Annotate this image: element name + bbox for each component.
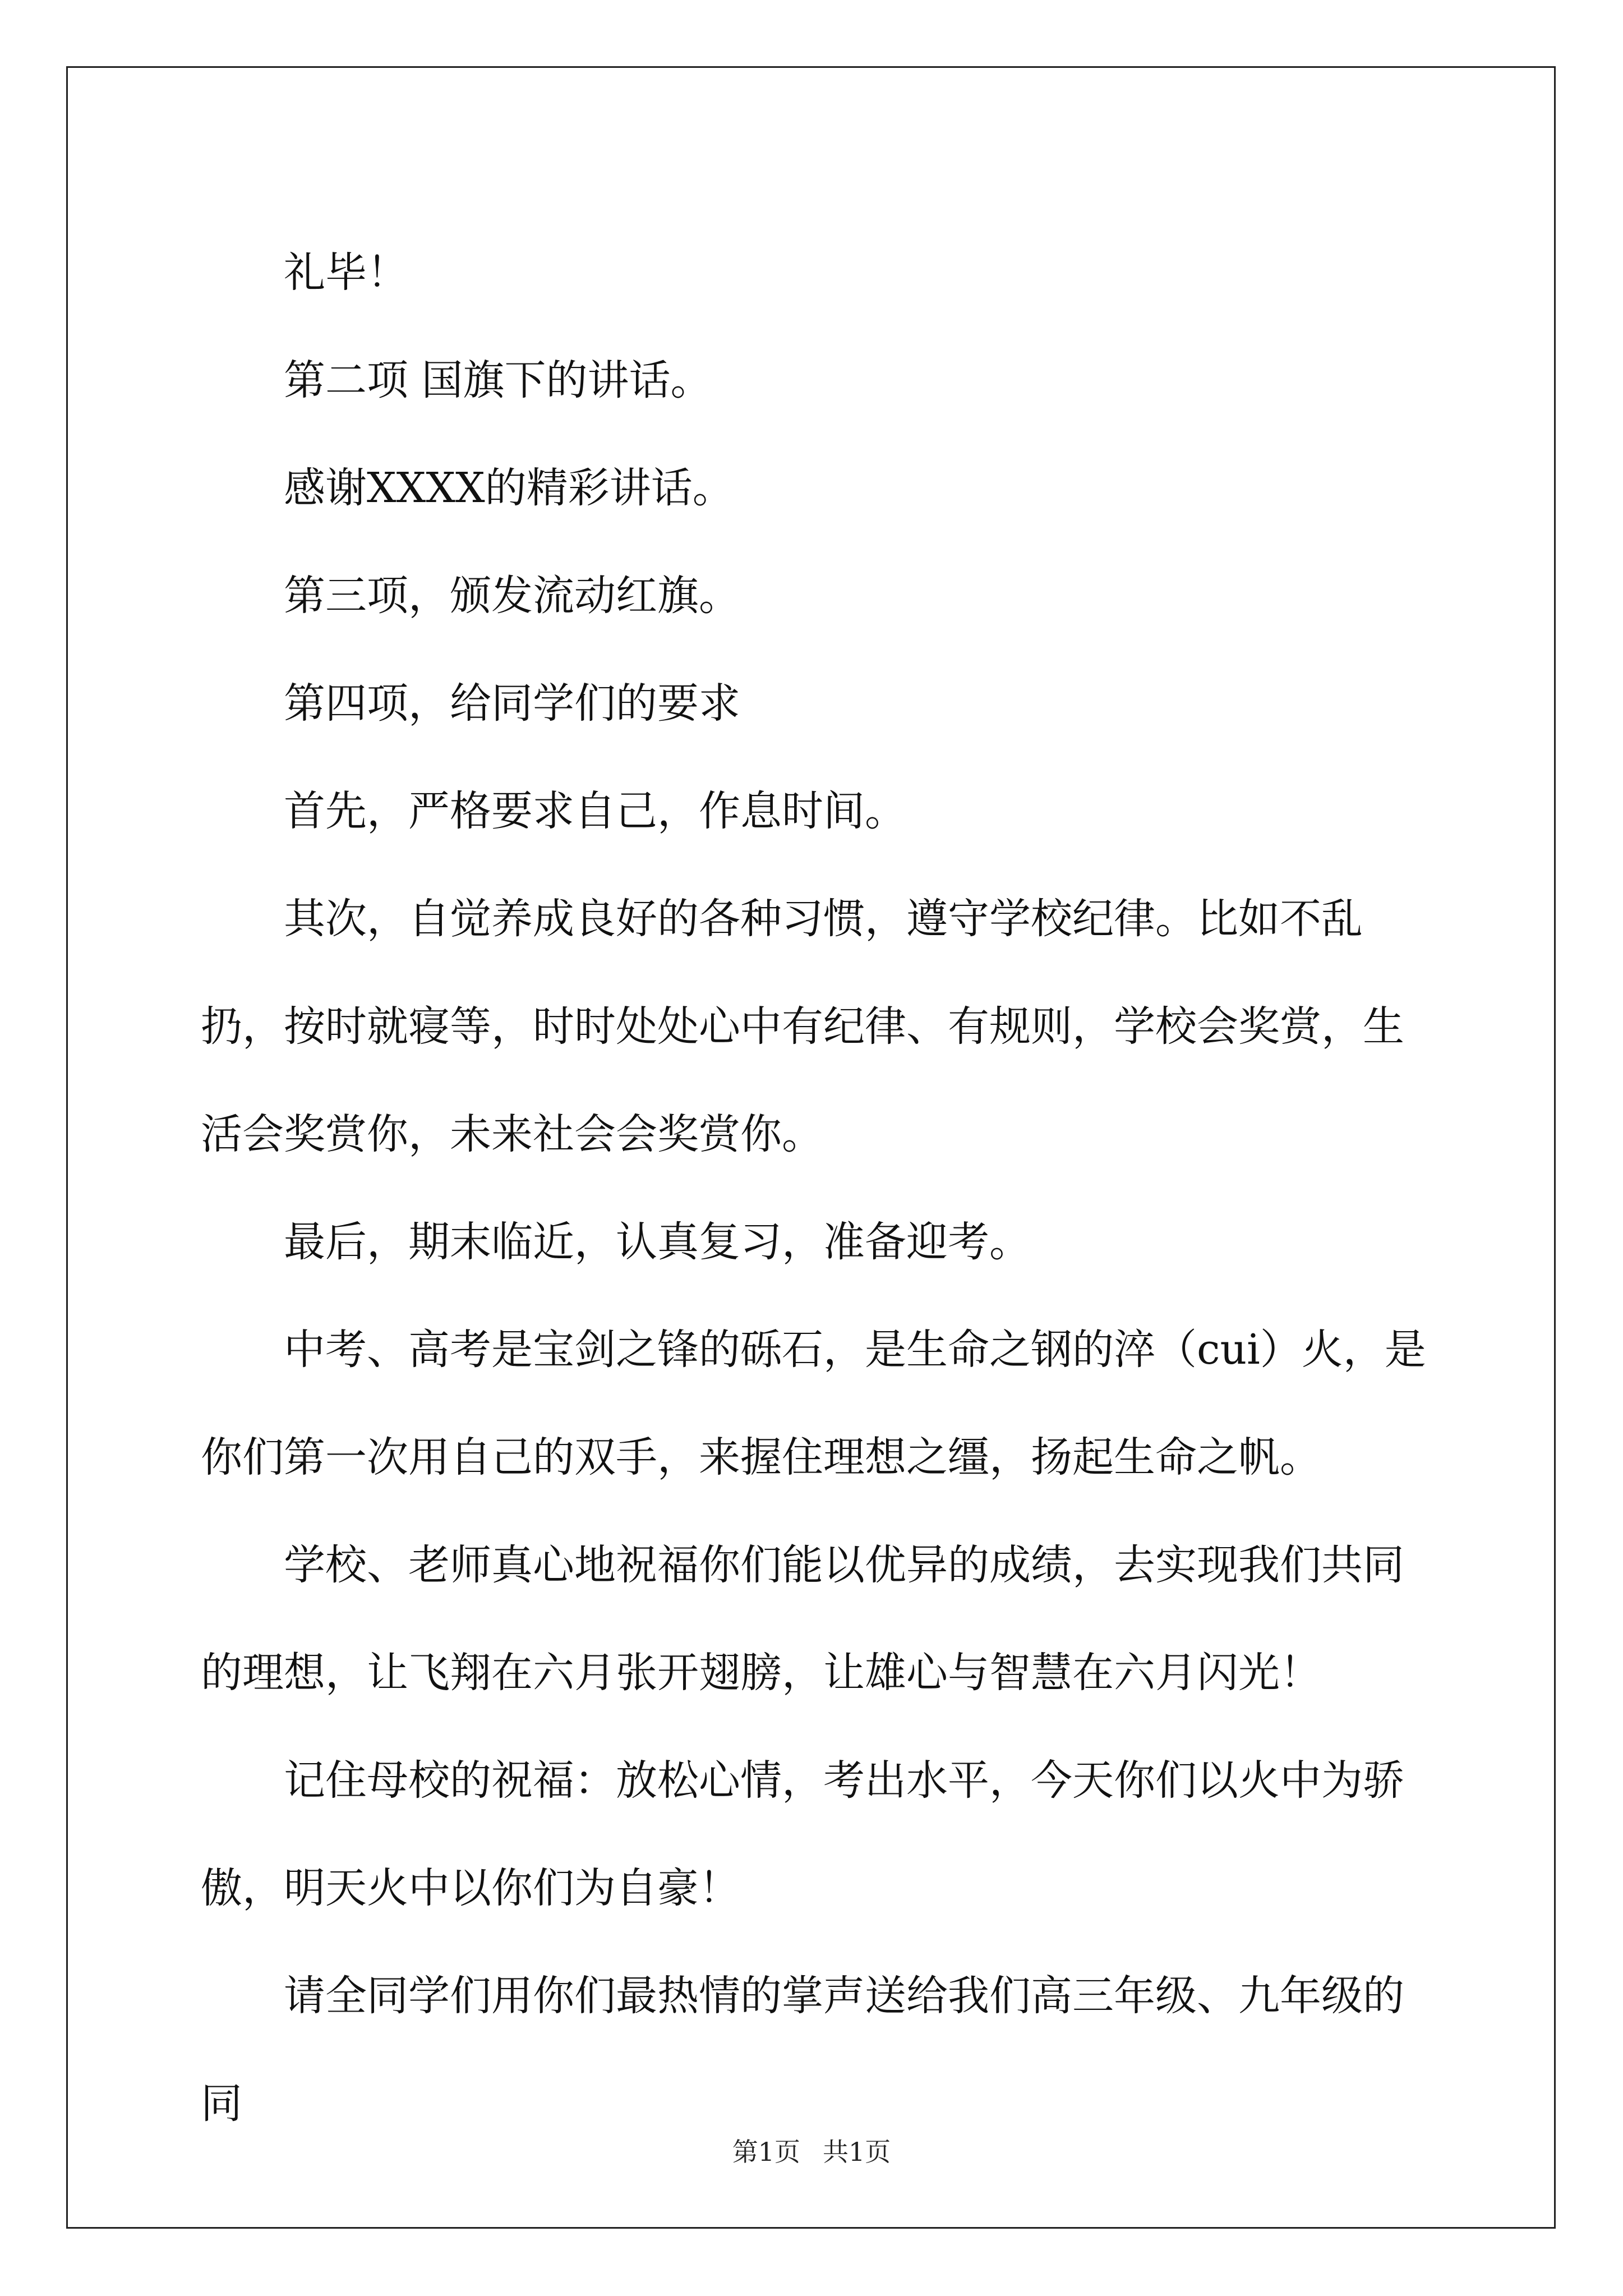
document-body	[201, 219, 1435, 2157]
paragraph-2: 第二项 国旗下的讲话。	[284, 356, 712, 404]
paragraph-5: 第四项，给同学们的要求	[284, 679, 740, 728]
paragraph-11: 记住母校的祝福：放松心情，考出水平，今天你们以火中为骄傲，明天火中以你们为自豪！	[201, 1756, 1404, 1912]
page-footer	[0, 2135, 1623, 2169]
paragraph-3: 感谢XXXX的精彩讲话。	[284, 464, 734, 512]
paragraph-10: 学校、老师真心地祝福你们能以优异的成绩，去实现我们共同的理想，让飞翔在六月张开翅膀，让雄心与智慧在六月闪光！	[201, 1541, 1404, 1697]
paragraph-8: 最后，期末临近，认真复习，准备迎考。	[284, 1218, 1031, 1266]
paragraph-7: 其次，自觉养成良好的各种习惯，遵守学校纪律。比如不乱扔，按时就寝等，时时处处心中有纪律、有规则，学校会奖赏，生活会奖赏你，未来社会会奖赏你。	[201, 895, 1404, 1158]
page-total: 共1页	[823, 2137, 891, 2167]
paragraph-9: 中考、高考是宝剑之锋的砾石，是生命之钢的淬（cui）火，是你们第一次用自己的双手，来握住理想之缰，扬起生命之帆。	[201, 1326, 1426, 1481]
paragraph-1: 礼毕！	[284, 249, 408, 297]
paragraph-6: 首先，严格要求自己，作息时间。	[284, 787, 906, 835]
paragraph-4: 第三项，颁发流动红旗。	[284, 572, 740, 620]
paragraph-12: 请全同学们用你们最热情的掌声送给我们高三年级、九年级的同	[201, 1972, 1404, 2128]
page-number: 第1页	[732, 2137, 800, 2167]
